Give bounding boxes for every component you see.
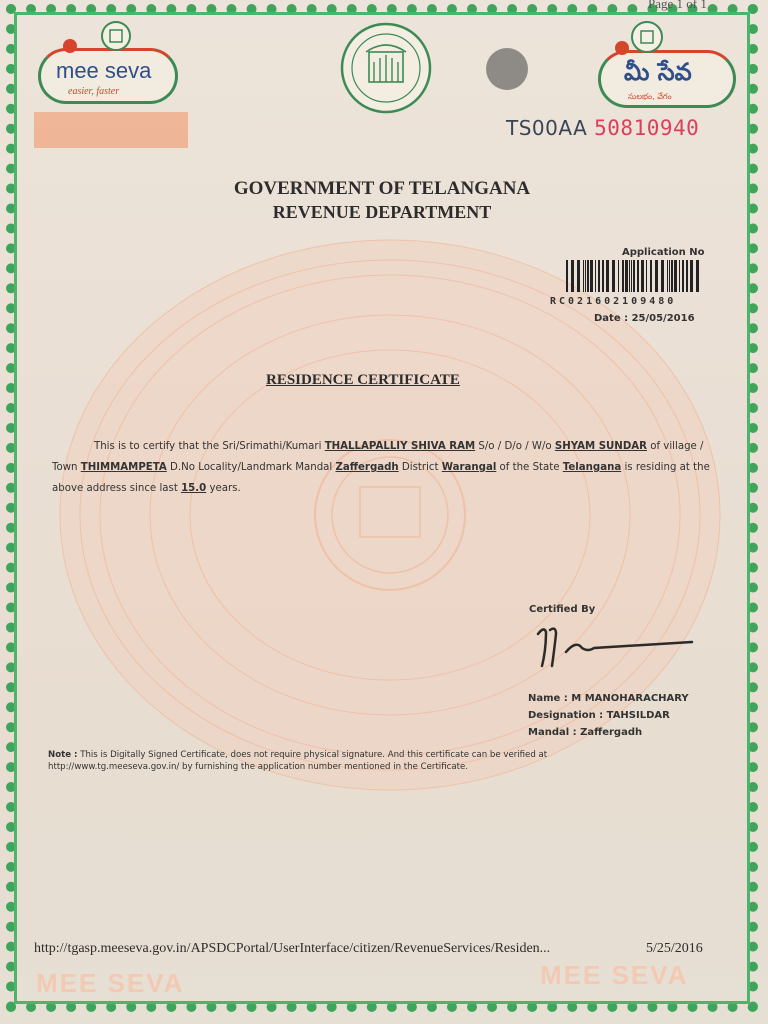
relation-name: SHYAM SUNDAR <box>554 441 648 452</box>
note-text: This is Digitally Signed Certificate, does not require physical signature. And this certificate can be verified at http://www.tg.meeseva.gov.in/ by furnishing the application number mentioned in the Certificate. <box>48 750 548 772</box>
barcode-bar <box>690 260 693 292</box>
footer-url: http://tgasp.meeseva.gov.in/APSDCPortal/UserInterface/citizen/RevenueServices/Residen... <box>34 941 551 956</box>
footer-date: 5/25/2016 <box>646 941 703 956</box>
barcode-bar <box>671 260 673 292</box>
village-name: THIMMAMPETA <box>80 462 167 473</box>
smiley-icon <box>62 38 78 54</box>
barcode-bar <box>682 260 684 292</box>
barcode-bar <box>622 260 624 292</box>
barcode-bar <box>696 260 699 292</box>
barcode-bar <box>669 260 670 292</box>
barcode-bar <box>646 260 647 292</box>
colored-strip <box>34 112 188 148</box>
body-text-7: is residing at the above address since last <box>52 462 710 494</box>
mandal-name: Zaffergadh <box>335 462 399 473</box>
barcode-bar <box>637 260 639 292</box>
barcode-bar <box>679 260 680 292</box>
body-text-2: S/o / D/o / W/o <box>475 441 555 452</box>
barcode-bar <box>674 260 677 292</box>
body-text-3: of village / Town <box>52 441 704 473</box>
state-seal-icon-right <box>630 20 664 54</box>
state-name: Telangana <box>562 462 622 473</box>
emblem-legend <box>352 54 413 59</box>
application-number: RC021602109480 <box>550 296 677 307</box>
meeseva-logo-left <box>38 20 183 110</box>
signatory-designation: Designation : TAHSILDAR <box>528 710 670 721</box>
barcode-bar <box>629 260 630 292</box>
barcode-bar <box>641 260 644 292</box>
body-text-5: District <box>398 462 442 473</box>
barcode-bar <box>595 260 596 292</box>
page-number: Page 1 of 1 <box>648 0 707 11</box>
signature <box>532 622 697 672</box>
barcode <box>566 260 704 292</box>
telangana-emblem-icon <box>336 22 436 114</box>
body-text-8: years. <box>206 483 241 494</box>
barcode-bar <box>577 260 580 292</box>
barcode-bar <box>625 260 628 292</box>
signatory-mandal: Mandal : Zaffergadh <box>528 727 643 738</box>
barcode-bar <box>606 260 609 292</box>
smiley-icon-right <box>614 40 630 56</box>
logo-tagline: easier, faster <box>68 86 120 97</box>
barcode-bar <box>571 260 574 292</box>
barcode-bar <box>612 260 615 292</box>
certificate-title: RESIDENCE CERTIFICATE <box>266 372 460 388</box>
barcode-bar <box>650 260 652 292</box>
watermark-right: MEE SEVA <box>540 960 689 990</box>
barcode-bar <box>590 260 593 292</box>
signatory-details <box>528 690 689 741</box>
meeseva-logo-right <box>598 20 738 110</box>
logo-text-telugu: మీ సేవ <box>624 58 692 86</box>
serial-digits: 50810940 <box>594 116 700 140</box>
header-department: REVENUE DEPARTMENT <box>272 202 492 222</box>
logo-tagline-telugu: సులభం, వేగం <box>628 92 672 101</box>
decorative-border-inner <box>14 12 750 1004</box>
signatory-name: Name : M MANOHARACHARY <box>528 693 689 704</box>
header-government: GOVERNMENT OF TELANGANA <box>233 178 531 199</box>
barcode-bar <box>655 260 658 292</box>
barcode-bar <box>686 260 688 292</box>
barcode-bar <box>618 260 619 292</box>
barcode-bar <box>631 260 632 292</box>
barcode-bar <box>602 260 604 292</box>
state-seal-icon <box>100 20 132 52</box>
watermark-left: MEE SEVA <box>36 968 185 998</box>
body-text-1: This is to certify that the Sri/Srimathi/Kumari <box>94 441 325 452</box>
barcode-bar <box>585 260 586 292</box>
verification-note <box>48 749 658 773</box>
note-label: Note : <box>48 750 78 760</box>
certified-by-label: Certified By <box>529 604 596 615</box>
logo-text: mee seva <box>56 58 152 83</box>
barcode-bar <box>598 260 600 292</box>
serial-prefix: TS00AA <box>506 116 588 140</box>
punch-hole <box>486 48 528 90</box>
holder-name: THALLAPALLIY SHIVA RAM <box>324 441 476 452</box>
barcode-bar <box>566 260 568 292</box>
serial-number <box>506 116 699 140</box>
years-value: 15.0 <box>181 483 207 494</box>
body-text-6: of the State <box>496 462 563 473</box>
district-name: Warangal <box>441 462 497 473</box>
body-text-4: D.No Locality/Landmark Mandal <box>166 462 336 473</box>
issue-date: Date : 25/05/2016 <box>594 313 695 324</box>
barcode-bar <box>633 260 635 292</box>
certificate-body <box>52 436 712 499</box>
application-label: Application No <box>622 247 705 258</box>
barcode-bar <box>583 260 584 292</box>
barcode-bar <box>667 260 668 292</box>
barcode-bar <box>587 260 589 292</box>
barcode-bar <box>661 260 664 292</box>
